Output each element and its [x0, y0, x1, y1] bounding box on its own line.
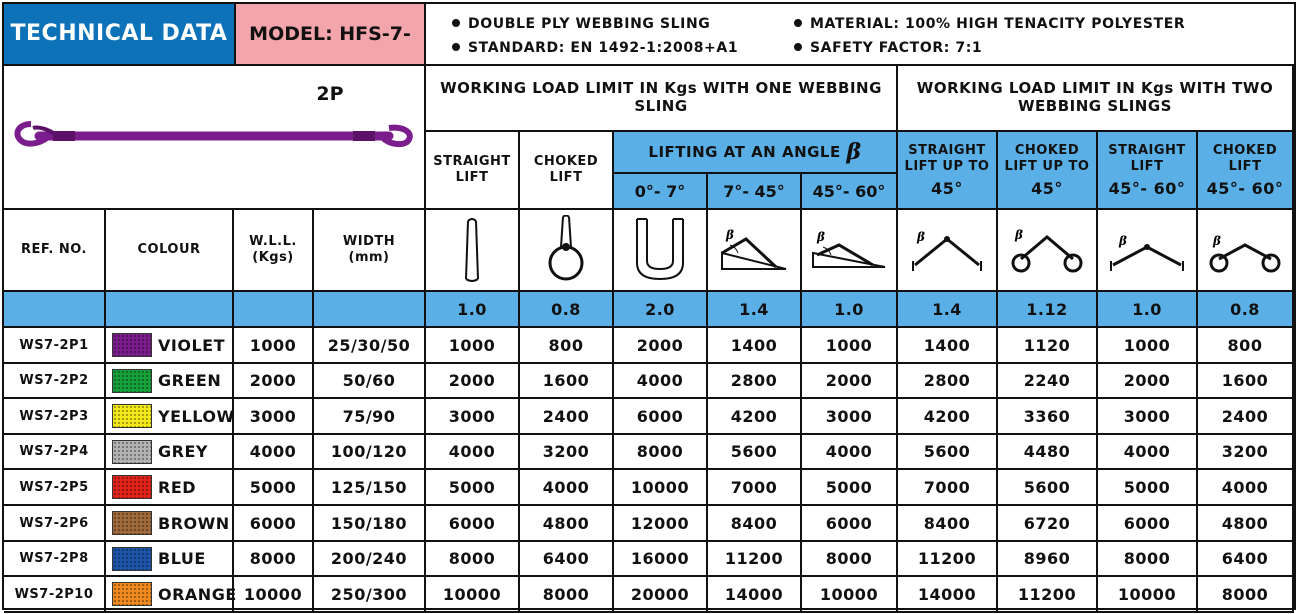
load-value-cell: 800 [1198, 328, 1294, 364]
wll-cell: 4000 [234, 435, 314, 470]
load-value-cell: 5000 [802, 470, 898, 506]
svg-text:β: β [817, 230, 825, 244]
angle-45-60-diagram [802, 210, 898, 292]
load-value-cell: 8000 [614, 435, 708, 470]
two-choked-60-header: CHOKED LIFT 45°- 60° [1198, 132, 1294, 210]
load-value-cell: 8960 [998, 542, 1098, 577]
colour-swatch [112, 369, 152, 393]
load-value-cell: 1600 [520, 364, 614, 399]
load-value-cell: 6400 [1198, 542, 1294, 577]
load-value-cell: 12000 [614, 506, 708, 542]
load-value-cell: 10000 [426, 577, 520, 613]
width-cell: 125/150 [314, 470, 426, 506]
basket-lift-icon [625, 215, 695, 285]
load-value-cell: 1000 [802, 328, 898, 364]
load-value-cell: 4800 [1198, 506, 1294, 542]
colour-name: VIOLET [158, 335, 225, 355]
load-value-cell: 10000 [802, 577, 898, 613]
load-value-cell: 4000 [614, 364, 708, 399]
choked-lift-diagram [520, 210, 614, 292]
load-value-cell: 4800 [520, 506, 614, 542]
load-value-cell: 2800 [898, 364, 998, 399]
load-value-cell: 4480 [998, 435, 1098, 470]
ref-no-cell: WS7-2P1 [4, 328, 106, 364]
colour-cell [106, 577, 237, 613]
load-value-cell: 7000 [708, 470, 802, 506]
load-value-cell: 8400 [708, 506, 802, 542]
load-value-cell: 8000 [1098, 542, 1198, 577]
spec-item: STANDARD: EN 1492-1:2008+A1 [452, 40, 738, 56]
two-straight-60-diagram [1098, 210, 1198, 292]
factor-cell: 0.8 [1198, 292, 1294, 328]
width-cell: 250/300 [314, 577, 426, 613]
wll-cell: 1000 [234, 328, 314, 364]
two-leg-choked-icon [1205, 225, 1285, 275]
wll-cell: 6000 [234, 506, 314, 542]
load-value-cell: 1400 [898, 328, 998, 364]
load-value-cell: 6720 [998, 506, 1098, 542]
colour-cell [106, 364, 234, 399]
angle-0-7-header: 0°- 7° [614, 174, 708, 210]
ref-no-cell: WS7-2P2 [4, 364, 106, 399]
load-value-cell: 14000 [898, 577, 998, 613]
factor-cell: 0.8 [520, 292, 614, 328]
technical-data-title: TECHNICAL DATA [4, 4, 236, 64]
colour-name: RED [158, 477, 197, 497]
load-value-cell: 11200 [998, 577, 1098, 613]
svg-text:β: β [917, 230, 925, 244]
factor-cell: 1.0 [802, 292, 898, 328]
load-value-cell: 7000 [898, 470, 998, 506]
angle-7-45-header: 7°- 45° [708, 174, 802, 210]
two-leg-choked-icon [1007, 225, 1087, 275]
colour-name: BROWN [158, 513, 230, 533]
load-value-cell: 3360 [998, 399, 1098, 435]
model-label: MODEL: HFS-7-2P [236, 4, 426, 64]
wll-cell: 5000 [234, 470, 314, 506]
load-value-cell: 2800 [708, 364, 802, 399]
load-value-cell: 14000 [708, 577, 802, 613]
load-value-cell: 4000 [1198, 470, 1294, 506]
load-value-cell: 2000 [802, 364, 898, 399]
colour-name: BLUE [158, 549, 206, 568]
two-slings-group-header: WORKING LOAD LIMIT IN Kgs WITH TWO WEBBING SLINGS [898, 64, 1294, 132]
factor-cell: 1.0 [426, 292, 520, 328]
bullet-icon [452, 19, 460, 27]
load-value-cell: 11200 [898, 542, 998, 577]
colour-name: ORANGE [158, 584, 237, 604]
load-value-cell: 3200 [520, 435, 614, 470]
colour-name: GREEN [158, 371, 222, 390]
load-value-cell: 5000 [1098, 470, 1198, 506]
colour-cell [106, 435, 234, 470]
straight-lift-header: STRAIGHT LIFT [426, 132, 520, 210]
webbing-sling-icon [9, 106, 419, 166]
factor-blank-cell [234, 292, 314, 328]
colour-cell [106, 328, 234, 364]
load-value-cell: 8000 [426, 542, 520, 577]
ref-no-cell: WS7-2P10 [4, 577, 106, 613]
load-value-cell: 3000 [426, 399, 520, 435]
load-value-cell: 5600 [898, 435, 998, 470]
angle-7-45-diagram [708, 210, 802, 292]
load-value-cell: 10000 [1098, 577, 1198, 613]
svg-text:β: β [726, 228, 734, 242]
load-value-cell: 1000 [426, 328, 520, 364]
colour-swatch [112, 475, 152, 499]
two-straight-60-header: STRAIGHT LIFT 45°- 60° [1098, 132, 1198, 210]
angle-0-7-diagram [614, 210, 708, 292]
width-header: WIDTH (mm) [314, 210, 426, 292]
load-value-cell: 16000 [614, 542, 708, 577]
colour-swatch [112, 547, 152, 571]
factor-cell: 2.0 [614, 292, 708, 328]
width-cell: 75/90 [314, 399, 426, 435]
ref-no-cell: WS7-2P3 [4, 399, 106, 435]
svg-text:β: β [1213, 234, 1221, 248]
factor-cell: 1.0 [1098, 292, 1198, 328]
colour-swatch [112, 404, 152, 428]
load-value-cell: 2000 [426, 364, 520, 399]
colour-swatch [112, 440, 152, 464]
colour-name: YELLOW [158, 406, 235, 426]
load-value-cell: 11200 [708, 542, 802, 577]
technical-data-sheet [2, 2, 1296, 610]
bullet-icon [794, 19, 802, 27]
svg-text:β: β [1015, 228, 1023, 242]
load-value-cell: 6000 [426, 506, 520, 542]
load-value-cell: 6000 [802, 506, 898, 542]
load-value-cell: 1400 [708, 328, 802, 364]
load-value-cell: 4200 [898, 399, 998, 435]
load-value-cell: 6400 [520, 542, 614, 577]
two-choked-60-diagram [1198, 210, 1294, 292]
width-cell: 200/240 [314, 542, 426, 577]
straight-lift-icon [457, 217, 487, 283]
load-value-cell: 5000 [426, 470, 520, 506]
sling-image [4, 64, 426, 210]
load-value-cell: 2000 [1098, 364, 1198, 399]
colour-cell [106, 506, 234, 542]
load-value-cell: 1120 [998, 328, 1098, 364]
load-value-cell: 10000 [614, 470, 708, 506]
ref-no-cell: WS7-2P8 [4, 542, 106, 577]
load-value-cell: 6000 [1098, 506, 1198, 542]
ref-no-cell: WS7-2P6 [4, 506, 106, 542]
factor-cell: 1.12 [998, 292, 1098, 328]
load-value-cell: 5600 [708, 435, 802, 470]
load-value-cell: 2240 [998, 364, 1098, 399]
angle-lift-icon [809, 225, 889, 275]
straight-lift-diagram [426, 210, 520, 292]
spec-item: DOUBLE PLY WEBBING SLING [452, 16, 710, 32]
two-leg-straight-icon [1107, 225, 1187, 275]
factor-blank-cell [314, 292, 426, 328]
load-value-cell: 2400 [1198, 399, 1294, 435]
angle-lift-icon [716, 225, 792, 275]
factor-blank-cell [4, 292, 106, 328]
bullet-icon [452, 43, 460, 51]
wll-cell: 8000 [234, 542, 314, 577]
load-value-cell: 1000 [1098, 328, 1198, 364]
wll-cell: 10000 [234, 577, 314, 613]
factor-cell: 1.4 [708, 292, 802, 328]
width-cell: 25/30/50 [314, 328, 426, 364]
spec-item: MATERIAL: 100% HIGH TENACITY POLYESTER [794, 16, 1185, 32]
choked-lift-header: CHOKED LIFT [520, 132, 614, 210]
load-value-cell: 800 [520, 328, 614, 364]
load-value-cell: 4000 [802, 435, 898, 470]
svg-text:β: β [1119, 234, 1127, 248]
load-value-cell: 4200 [708, 399, 802, 435]
load-value-cell: 6000 [614, 399, 708, 435]
load-value-cell: 8000 [520, 577, 614, 613]
wll-header: W.L.L. (Kgs) [234, 210, 314, 292]
width-cell: 100/120 [314, 435, 426, 470]
load-value-cell: 8000 [1198, 577, 1294, 613]
load-value-cell: 4000 [1098, 435, 1198, 470]
load-value-cell: 20000 [614, 577, 708, 613]
load-value-cell: 3200 [1198, 435, 1294, 470]
load-value-cell: 8000 [802, 542, 898, 577]
colour-cell [106, 542, 234, 577]
two-choked-45-header: CHOKED LIFT UP TO 45° [998, 132, 1098, 210]
load-value-cell: 2400 [520, 399, 614, 435]
width-cell: 50/60 [314, 364, 426, 399]
factor-blank-cell [106, 292, 234, 328]
load-value-cell: 2000 [614, 328, 708, 364]
colour-name: GREY [158, 442, 208, 461]
two-leg-straight-icon [907, 225, 987, 275]
angle-45-60-header: 45°- 60° [802, 174, 898, 210]
ref-no-cell: WS7-2P5 [4, 470, 106, 506]
colour-swatch [112, 582, 152, 606]
colour-swatch [112, 333, 152, 357]
choked-lift-icon [543, 215, 589, 285]
spec-item: SAFETY FACTOR: 7:1 [794, 40, 982, 56]
load-value-cell: 4000 [426, 435, 520, 470]
ref-no-header: REF. NO. [4, 210, 106, 292]
wll-cell: 2000 [234, 364, 314, 399]
two-straight-45-diagram [898, 210, 998, 292]
colour-cell [106, 399, 234, 435]
bullet-icon [794, 43, 802, 51]
width-cell: 150/180 [314, 506, 426, 542]
two-choked-45-diagram [998, 210, 1098, 292]
load-value-cell: 4000 [520, 470, 614, 506]
colour-swatch [112, 511, 152, 535]
two-straight-45-header: STRAIGHT LIFT UP TO 45° [898, 132, 998, 210]
wll-cell: 3000 [234, 399, 314, 435]
load-value-cell: 1600 [1198, 364, 1294, 399]
colour-header: COLOUR [106, 210, 234, 292]
load-value-cell: 3000 [1098, 399, 1198, 435]
colour-cell [106, 470, 234, 506]
ref-no-cell: WS7-2P4 [4, 435, 106, 470]
lifting-angle-header: LIFTING AT AN ANGLE β [614, 132, 898, 174]
load-value-cell: 3000 [802, 399, 898, 435]
one-sling-group-header: WORKING LOAD LIMIT IN Kgs WITH ONE WEBBING SLING [426, 64, 898, 132]
load-value-cell: 5600 [998, 470, 1098, 506]
load-value-cell: 8400 [898, 506, 998, 542]
factor-cell: 1.4 [898, 292, 998, 328]
